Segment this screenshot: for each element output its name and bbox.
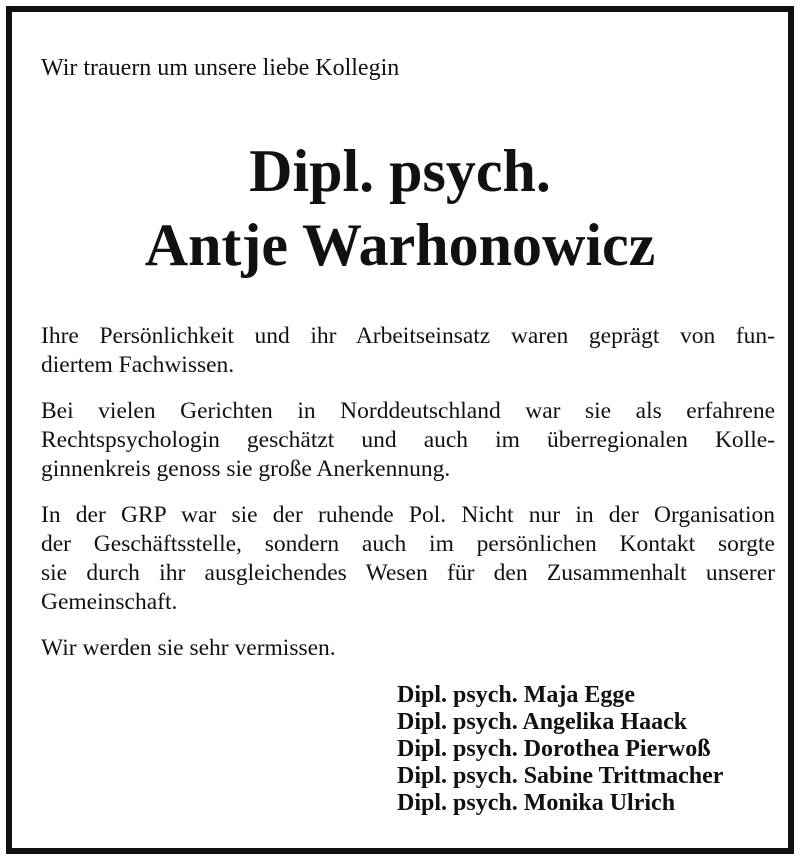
paragraph-career: [41, 397, 775, 484]
paragraph-line: Rechtspsychologin geschätzt und auch im überregionalen Kolle-: [41, 427, 775, 453]
signer-name: Dipl. psych. Maja Egge: [397, 682, 636, 708]
obituary-notice: [6, 6, 794, 854]
paragraph-line: der Geschäftsstelle, sondern auch im persönlichen Kontakt sorgte: [41, 531, 775, 557]
paragraph-line: sie durch ihr ausgleichendes Wesen für den Zusammenhalt unserer: [41, 560, 775, 586]
paragraph-line: diertem Fachwissen.: [41, 352, 235, 378]
paragraph-line: Wir werden sie sehr vermissen.: [41, 635, 336, 661]
paragraph-line: In der GRP war sie der ruhende Pol. Nicht nur in der Organisation: [41, 502, 775, 528]
signer-name: Dipl. psych. Sabine Trittmacher: [397, 763, 724, 789]
paragraph-farewell: [41, 634, 775, 663]
paragraph-grp: [41, 501, 775, 617]
paragraph-line: ginnenkreis genoss sie große Anerkennung.: [41, 456, 451, 482]
signers-list: [397, 682, 723, 817]
deceased-name: [12, 134, 788, 282]
signer-name: Dipl. psych. Angelika Haack: [397, 709, 688, 735]
paragraph-line: Gemeinschaft.: [41, 589, 178, 615]
signer-name: Dipl. psych. Monika Ulrich: [397, 790, 676, 816]
intro-text: Wir trauern um unsere liebe Kollegin: [41, 55, 400, 81]
paragraph-personality: [41, 322, 775, 380]
obituary-body: [41, 322, 775, 680]
signer-name: Dipl. psych. Dorothea Pierwoß: [397, 736, 711, 762]
paragraph-line: Ihre Persönlichkeit und ihr Arbeitseinsatz waren geprägt von fun-: [41, 323, 775, 349]
paragraph-line: Bei vielen Gerichten in Norddeutschland war sie als erfahrene: [41, 398, 775, 424]
name-full-line: Antje Warhonowicz: [144, 212, 656, 278]
name-title-line: Dipl. psych.: [249, 138, 551, 204]
